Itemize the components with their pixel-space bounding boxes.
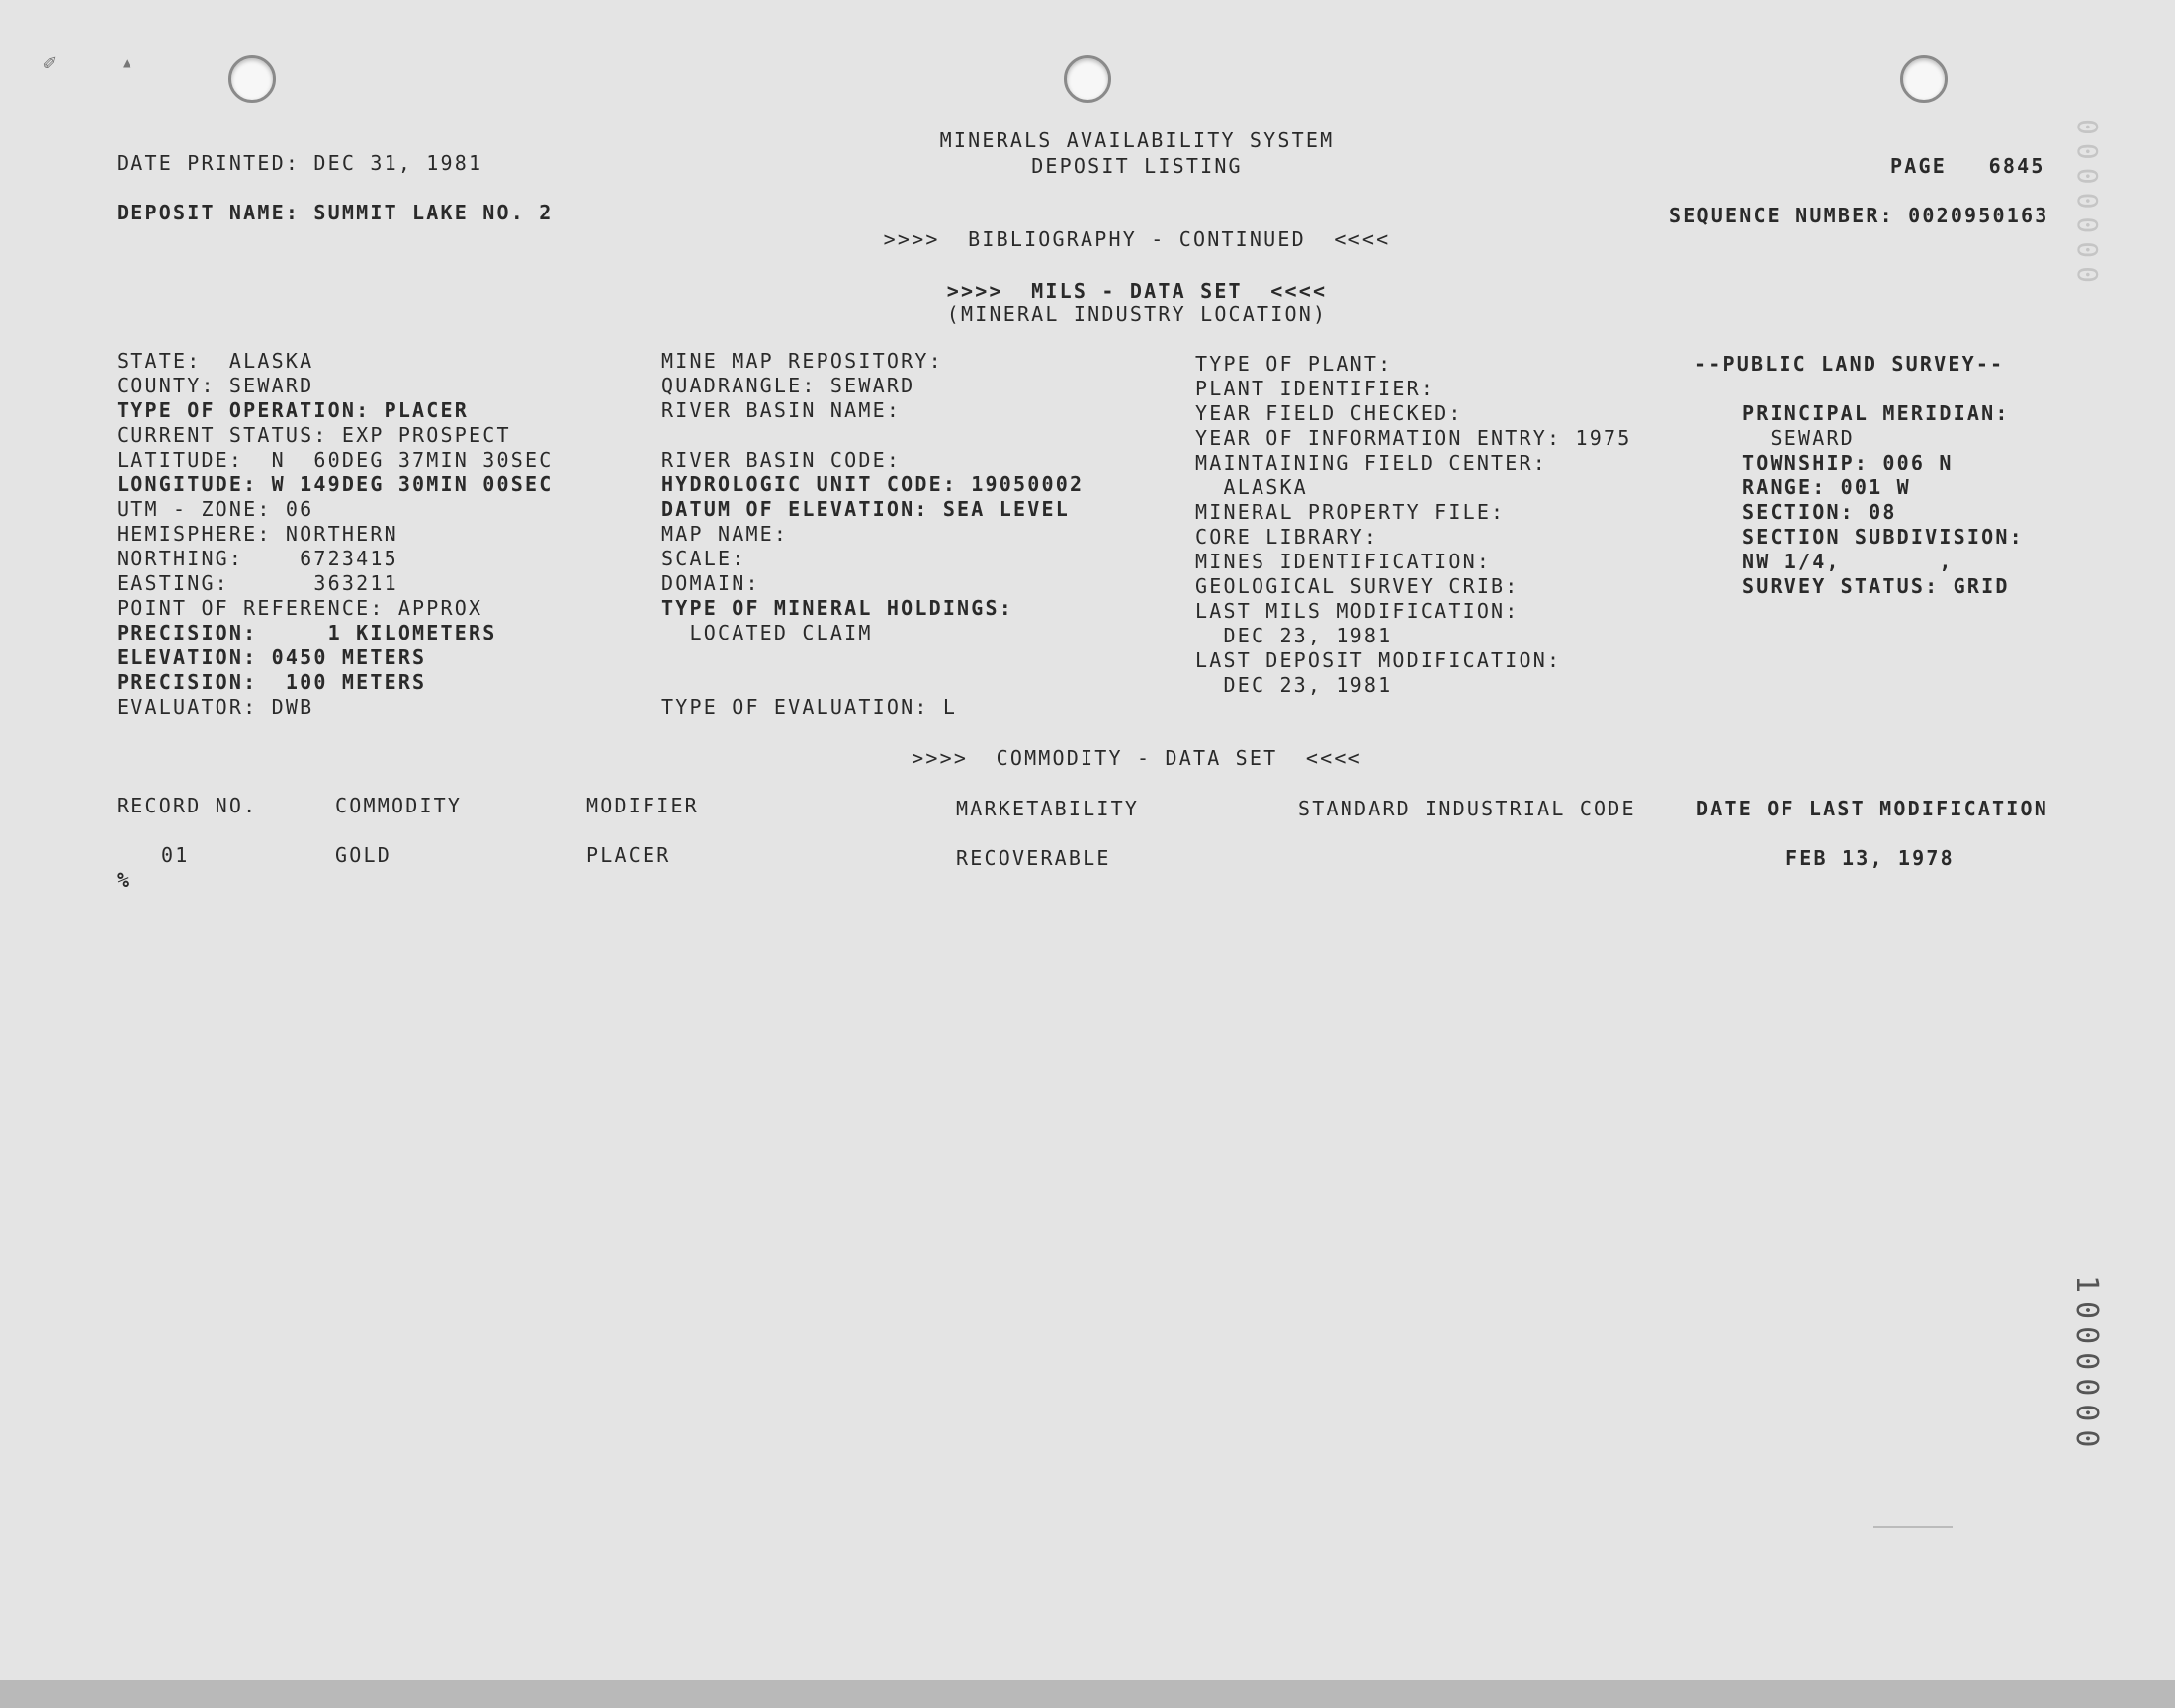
mils-heading: >>>> MILS - DATA SET <<<< [946, 279, 1328, 302]
field-line: NORTHING: 6723415 [117, 547, 398, 570]
field-line: PLANT IDENTIFIER: [1195, 377, 1436, 400]
sequence-number: SEQUENCE NUMBER: 0020950163 [1669, 204, 2049, 227]
field-line: MINE MAP REPOSITORY: [661, 349, 943, 373]
field-line: ALASKA [1195, 475, 1308, 499]
record-number: 01 [161, 843, 190, 867]
field-line: NW 1/4, , [1742, 550, 1954, 573]
field-line: EASTING: 363211 [117, 571, 398, 595]
punch-hole-right [1900, 55, 1948, 103]
field-line: DEC 23, 1981 [1195, 624, 1393, 647]
field-line: UTM - ZONE: 06 [117, 497, 314, 521]
scan-speck-icon: ▲ [123, 55, 131, 71]
field-line: EVALUATOR: DWB [117, 695, 314, 719]
commodity-heading: >>>> COMMODITY - DATA SET <<<< [912, 746, 1362, 770]
field-line: TYPE OF PLANT: [1195, 352, 1393, 376]
field-line: DOMAIN: [661, 571, 760, 595]
date-cell: FEB 13, 1978 [1785, 846, 1955, 870]
column-header: MODIFIER [586, 794, 699, 817]
deposit-name: DEPOSIT NAME: SUMMIT LAKE NO. 2 [117, 201, 554, 224]
field-line: PRINCIPAL MERIDIAN: [1742, 401, 2010, 425]
field-line: PRECISION: 1 KILOMETERS [117, 621, 497, 644]
commodity-cell: GOLD [335, 843, 392, 867]
field-line: HEMISPHERE: NORTHERN [117, 522, 398, 546]
field-line: SURVEY STATUS: GRID [1742, 574, 2010, 598]
field-line: TYPE OF EVALUATION: L [661, 695, 958, 719]
field-line: RIVER BASIN NAME: [661, 398, 902, 422]
field-line: LONGITUDE: W 149DEG 30MIN 00SEC [117, 472, 554, 496]
field-line: YEAR OF INFORMATION ENTRY: 1975 [1195, 426, 1632, 450]
column-header: STANDARD INDUSTRIAL CODE [1298, 797, 1636, 820]
field-line: COUNTY: SEWARD [117, 374, 314, 397]
field-line: TYPE OF MINERAL HOLDINGS: [661, 596, 1014, 620]
bibliography-heading: >>>> BIBLIOGRAPHY - CONTINUED <<<< [883, 227, 1391, 251]
public-land-survey-heading: --PUBLIC LAND SURVEY-- [1695, 352, 2005, 376]
field-line: ELEVATION: 0450 METERS [117, 645, 427, 669]
scan-bottom-edge [0, 1680, 2175, 1708]
marketability-cell: RECOVERABLE [956, 846, 1111, 870]
page-number: PAGE 6845 [1890, 154, 2045, 178]
field-line: CORE LIBRARY: [1195, 525, 1379, 549]
field-line: QUADRANGLE: SEWARD [661, 374, 915, 397]
pencil-stroke [1873, 1526, 1953, 1528]
column-header: RECORD NO. [117, 794, 258, 817]
field-line: LAST DEPOSIT MODIFICATION: [1195, 648, 1562, 672]
field-line: TOWNSHIP: 006 N [1742, 451, 1954, 474]
field-line: SECTION: 08 [1742, 500, 1897, 524]
column-header: COMMODITY [335, 794, 463, 817]
end-mark: % [117, 868, 131, 892]
punch-hole-left [228, 55, 276, 103]
field-line: GEOLOGICAL SURVEY CRIB: [1195, 574, 1520, 598]
field-line: HYDROLOGIC UNIT CODE: 19050002 [661, 472, 1085, 496]
field-line: SCALE: [661, 547, 746, 570]
scan-speck-icon: ✐ [44, 51, 57, 76]
column-header: DATE OF LAST MODIFICATION [1696, 797, 2049, 820]
frame-number-faint: 0000000 [2071, 119, 2104, 292]
field-line: LATITUDE: N 60DEG 37MIN 30SEC [117, 448, 554, 471]
column-header: MARKETABILITY [956, 797, 1140, 820]
listing-title: DEPOSIT LISTING [1031, 154, 1243, 178]
field-line: SECTION SUBDIVISION: [1742, 525, 2024, 549]
field-line: POINT OF REFERENCE: APPROX [117, 596, 483, 620]
field-line: MAP NAME: [661, 522, 789, 546]
field-line: TYPE OF OPERATION: PLACER [117, 398, 470, 422]
field-line: PRECISION: 100 METERS [117, 670, 427, 694]
field-line: RANGE: 001 W [1742, 475, 1911, 499]
field-line: SEWARD [1742, 426, 1855, 450]
field-line: STATE: ALASKA [117, 349, 314, 373]
field-line: DEC 23, 1981 [1195, 673, 1393, 697]
frame-number: 1000000 [2069, 1275, 2104, 1456]
date-printed: DATE PRINTED: DEC 31, 1981 [117, 151, 483, 175]
mils-subheading: (MINERAL INDUSTRY LOCATION) [946, 302, 1328, 326]
field-line: RIVER BASIN CODE: [661, 448, 902, 471]
modifier-cell: PLACER [586, 843, 671, 867]
field-line: MINES IDENTIFICATION: [1195, 550, 1492, 573]
field-line: CURRENT STATUS: EXP PROSPECT [117, 423, 511, 447]
system-title: MINERALS AVAILABILITY SYSTEM [939, 128, 1335, 152]
punch-hole-center [1064, 55, 1111, 103]
field-line: YEAR FIELD CHECKED: [1195, 401, 1463, 425]
field-line: LAST MILS MODIFICATION: [1195, 599, 1520, 623]
field-line: MINERAL PROPERTY FILE: [1195, 500, 1506, 524]
field-line: LOCATED CLAIM [661, 621, 873, 644]
field-line: DATUM OF ELEVATION: SEA LEVEL [661, 497, 1070, 521]
field-line: MAINTAINING FIELD CENTER: [1195, 451, 1548, 474]
